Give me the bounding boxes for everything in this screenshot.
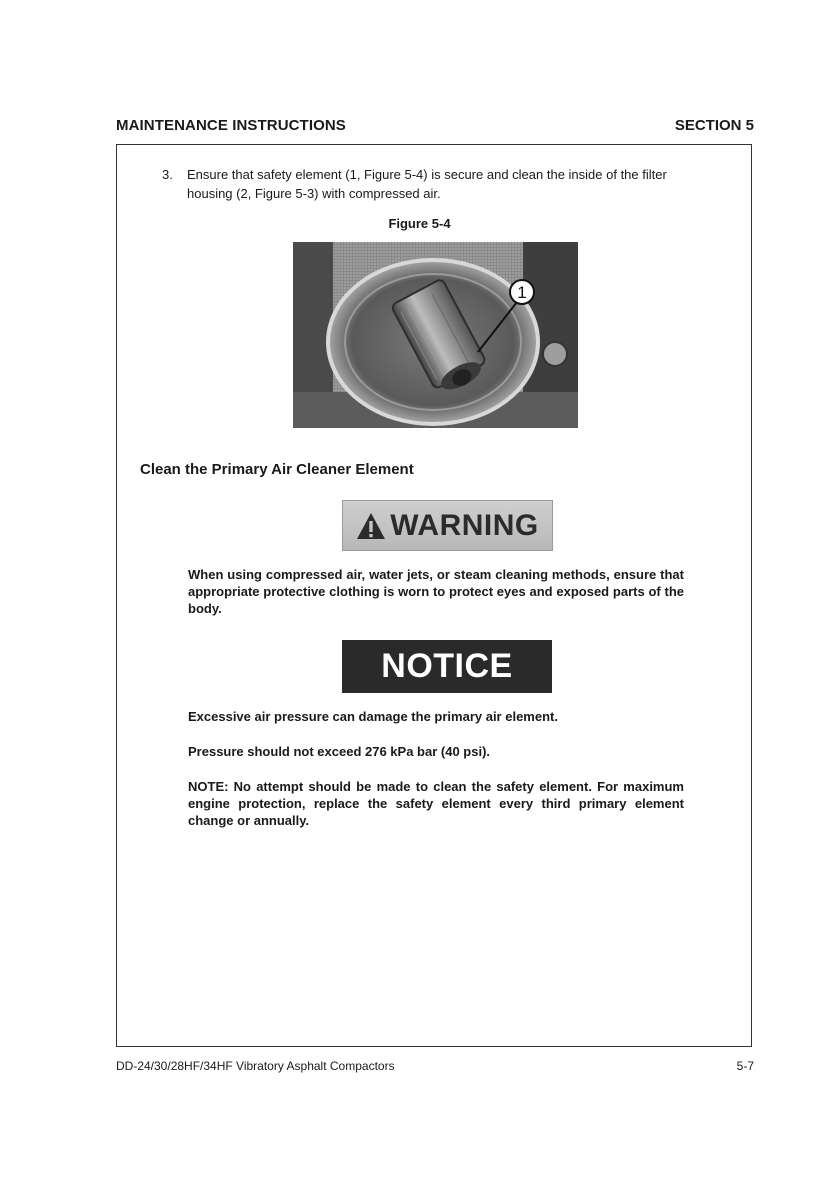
step-text: Ensure that safety element (1, Figure 5-4) is secure and clean the inside of the filter housing (2, Figure 5-3) with compressed air. — [187, 167, 667, 201]
step-number: 3. — [162, 167, 173, 182]
header-title: MAINTENANCE INSTRUCTIONS — [116, 117, 346, 134]
notice-paragraph-2: Pressure should not exceed 276 kPa bar (40 psi). — [188, 744, 491, 759]
page-number: 5-7 — [736, 1059, 754, 1073]
warning-triangle-icon — [356, 512, 386, 540]
notice-label: NOTICE — [381, 647, 513, 685]
warning-banner — [342, 500, 553, 551]
warning-label: WARNING — [390, 508, 539, 542]
header-section: SECTION 5 — [674, 117, 754, 134]
section-heading: Clean the Primary Air Cleaner Element — [140, 461, 414, 478]
warning-text: When using compressed air, water jets, or steam cleaning methods, ensure that appropriate protective clothing is worn to protect eyes and exposed parts of the body. — [188, 567, 684, 616]
figure-callout-1: 1 — [517, 283, 527, 302]
notice-note: NOTE: No attempt should be made to clean the safety element. For maximum engine protection, replace the safety element every third primary element change or annually. — [188, 779, 684, 828]
notice-paragraph-1: Excessive air pressure can damage the primary air element. — [188, 709, 558, 724]
figure-caption: Figure 5-4 — [388, 216, 451, 231]
notice-banner — [342, 640, 552, 693]
figure-photo — [293, 242, 578, 428]
step-3 — [162, 165, 702, 203]
footer-title: DD-24/30/28HF/34HF Vibratory Asphalt Compactors — [116, 1059, 395, 1073]
